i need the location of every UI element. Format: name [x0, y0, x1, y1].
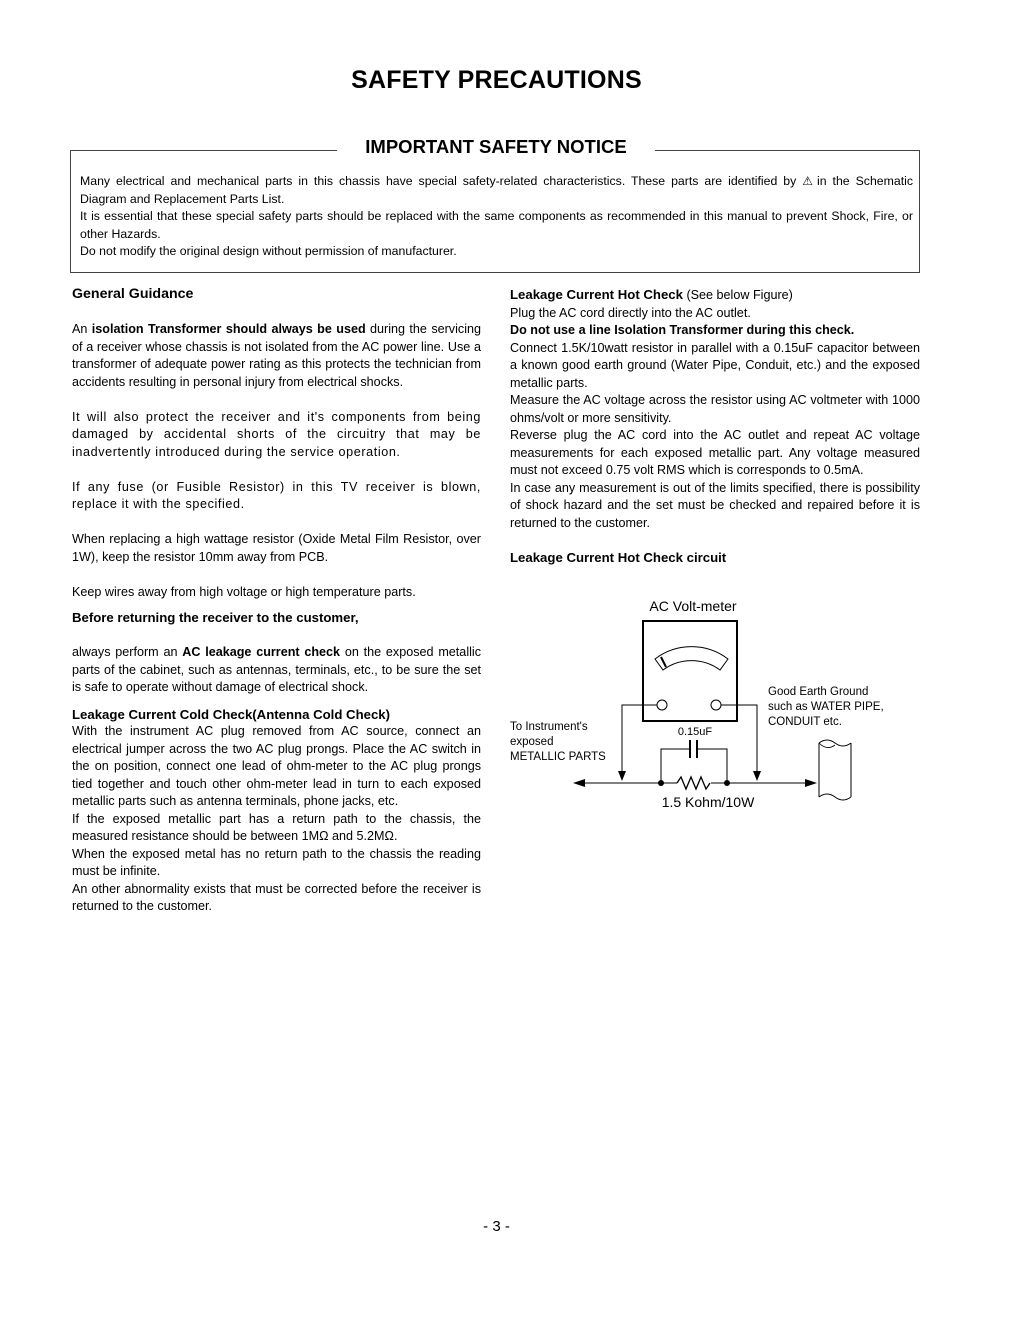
water-pipe-icon — [819, 740, 851, 800]
notice-paragraph-1 — [80, 173, 913, 208]
paragraph-fuse: If any fuse (or Fusible Resistor) in this TV receiver is blown, replace it with the specified. — [72, 479, 481, 511]
notice-text: in the Schematic Diagram and Replacement Parts List. — [80, 174, 914, 206]
emphasis-text: AC leakage current check — [182, 645, 341, 659]
text: on the exposed metallic parts of the cabinet, such as antennas, terminals, etc., to be sure the set is safe to operate without damage of electrical shock. — [72, 645, 482, 694]
left-column — [72, 286, 481, 916]
cold-check-heading: Leakage Current Cold Check(Antenna Cold Check) — [72, 706, 391, 722]
paragraph-cold-check-3: When the exposed metal has no return path to the chassis the reading must be infinite. — [72, 846, 481, 878]
hot-check-circuit-diagram — [505, 595, 905, 815]
paragraph-hot-check-3: Connect 1.5K/10watt resistor in parallel with a 0.15uF capacitor between a known good earth ground (Water Pipe, Conduit, etc.) and the exposed metallic parts. — [510, 340, 920, 390]
capacitor-label: 0.15uF — [677, 726, 713, 738]
hot-check-heading: Leakage Current Hot Check — [510, 287, 683, 302]
warning-triangle-icon: ⚠ — [802, 174, 814, 188]
notice-paragraph-2: It is essential that these special safety parts should be replaced with the same components as recommended in this manual to prevent Shock, Fire, or other Hazards. — [80, 209, 913, 241]
text: An — [72, 322, 92, 336]
paragraph-hot-check-4: Measure the AC voltage across the resistor using AC voltmeter with 1000 ohms/volt or more sensitivity. — [510, 393, 920, 425]
notice-text: Many electrical and mechanical parts in this chassis have special safety-related characteristics. These parts are identified by — [80, 174, 797, 188]
meter-label: AC Volt-meter — [649, 598, 737, 614]
right-label-line-2: such as WATER PIPE, — [768, 701, 884, 713]
paragraph-hot-check-5: Reverse plug the AC cord into the AC outlet and repeat AC voltage measurements for each exposed metallic part. Any voltage measured must not exceed 0.75 volt RMS which is corresponds to 0.5mA. — [510, 428, 920, 477]
text: always perform an — [72, 645, 183, 659]
paragraph-ac-leakage — [72, 644, 481, 697]
paragraph-cold-check-4: An other abnormality exists that must be corrected before the receiver is returned to the customer. — [72, 881, 481, 913]
hot-check-heading-line — [510, 286, 920, 305]
paragraph-cold-check-2: If the exposed metallic part has a return path to the chassis, the measured resistance should be between 1MΩ and 5.2MΩ. — [72, 811, 481, 843]
resistor-label: 1.5 Kohm/10W — [661, 794, 755, 810]
notice-paragraph-3: Do not modify the original design without permission of manufacturer. — [80, 244, 457, 258]
before-returning-heading: Before returning the receiver to the customer, — [72, 610, 359, 625]
safety-notice-title: IMPORTANT SAFETY NOTICE — [337, 136, 655, 158]
left-label-line-1: To Instrument's — [510, 721, 588, 733]
general-guidance-heading: General Guidance — [72, 286, 194, 302]
paragraph-isolation-transformer — [72, 321, 481, 391]
left-label-line-2: exposed — [510, 736, 554, 748]
paragraph-resistor: When replacing a high wattage resistor (Oxide Metal Film Resistor, over 1W), keep the resistor 10mm away from PCB. — [72, 532, 481, 564]
left-label-line-3: METALLIC PARTS — [510, 751, 606, 763]
meter-needle-icon — [661, 657, 666, 667]
safety-notice-body — [80, 173, 913, 261]
paragraph-hot-check-1: Plug the AC cord directly into the AC outlet. — [510, 305, 751, 320]
meter-terminal-left-icon — [657, 700, 667, 710]
paragraph-hot-check-6: In case any measurement is out of the limits specified, there is possibility of shock hazard and the set must be checked and repaired before it is returned to the customer. — [510, 480, 920, 530]
paragraph-hot-check-warning: Do not use a line Isolation Transformer during this check. — [510, 323, 855, 337]
emphasis-text: isolation Transformer should always be used — [91, 322, 366, 336]
right-label-line-1: Good Earth Ground — [768, 686, 869, 698]
page-number: - 3 - — [483, 1218, 510, 1235]
paragraph-protect-receiver: It will also protect the receiver and it's components from being damaged by accidental shorts of the circuitry that may be inadvertently introduced during the service operation. — [72, 409, 481, 459]
page-title: SAFETY PRECAUTIONS — [351, 66, 642, 94]
hot-check-note: (See below Figure) — [682, 288, 793, 302]
paragraph-cold-check-1: With the instrument AC plug removed from AC source, connect an electrical jumper across the two AC plug prongs. Place the AC switch in the on position, connect one lead of ohm-meter to the AC plug prongs tied together and touch other ohm-meter lead in turn to each exposed metallic parts such as antenna terminals, phone jacks, etc. — [72, 724, 481, 808]
paragraph-wires: Keep wires away from high voltage or high temperature parts. — [72, 584, 416, 599]
circuit-heading: Leakage Current Hot Check circuit — [510, 550, 727, 565]
meter-terminal-right-icon — [711, 700, 721, 710]
text: during the servicing of a receiver whose chassis is not isolated from the AC power line. Use a transformer of adequate power rating as this protects the technician from accidents resulting in personal injury from electrical shocks. — [72, 322, 482, 389]
right-column — [510, 286, 920, 567]
right-label-line-3: CONDUIT etc. — [768, 716, 842, 728]
